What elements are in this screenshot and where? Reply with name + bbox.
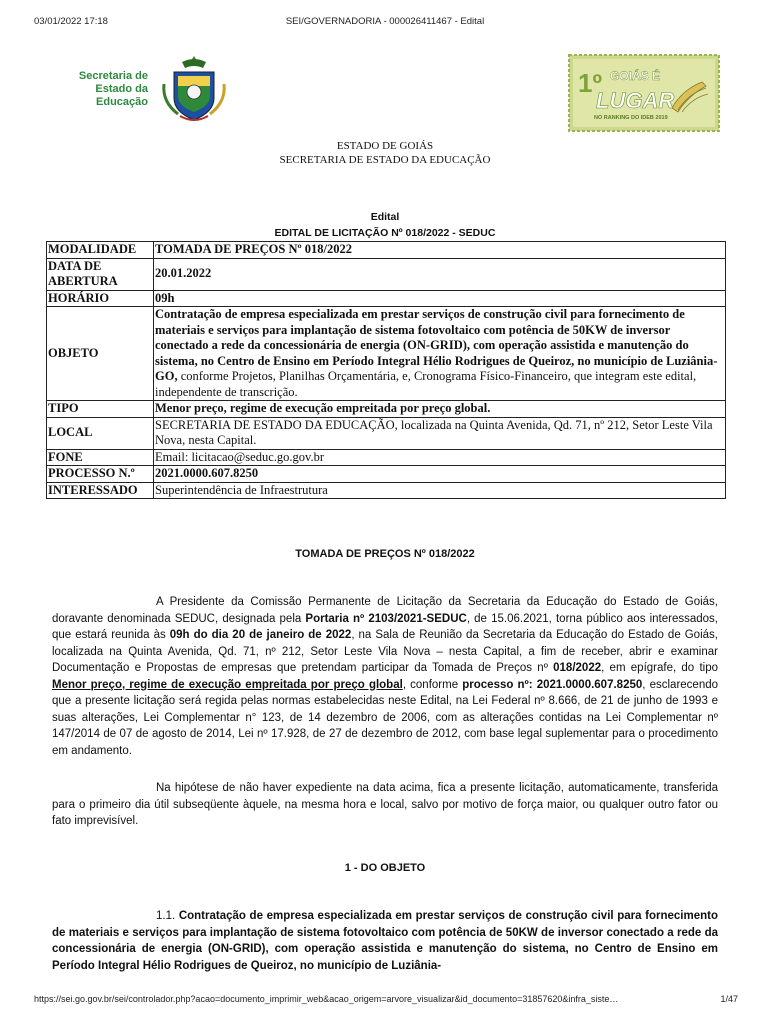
horario-value: 09h — [154, 290, 726, 307]
objeto-label: OBJETO — [47, 307, 154, 401]
objeto-value-rest: conforme Projetos, Planilhas Orçamentária, e, Cronograma Físico-Financeiro, que integram este edital, independente de transcrição. — [155, 369, 697, 399]
data-abertura-label: DATA DE ABERTURA — [47, 258, 154, 290]
page-number: 1/47 — [720, 994, 738, 1004]
badge-graphic — [568, 54, 720, 132]
processo-label: PROCESSO N.º — [47, 466, 154, 483]
modalidade-label: MODALIDADE — [47, 242, 154, 259]
objeto-paragraph: 1.1. Contratação de empresa especializada em prestar serviços de construção civil para fornecimento de materiais e serviços para implantação de sistema fotovoltaico com potência de 50KW de inversor conectado a rede da concessionária de energia (ON-GRID), com operação assistida e manutenção do sistema, no Centro de Ensino em Período Integral Hélio Rodrigues de Queiroz, no município de Luziânia- — [52, 910, 718, 972]
objeto-value-bold: Contratação de empresa especializada em prestar serviços de construção civil para fornecimento de materiais e serviços para implantação de sistema fotovoltaico com potência de 50KW de inversor conectado a rede da concessionária de energia (ON-GRID), com operação assistida e manutenção do sistema, no Centro de Ensino em Período Integral Hélio Rodrigues de Queiroz, no município de Luziânia-GO, — [155, 307, 718, 383]
row-objeto — [47, 307, 726, 401]
fone-value: Email: licitacao@seduc.go.gov.br — [154, 449, 726, 466]
row-fone — [47, 449, 726, 466]
row-data-abertura — [47, 258, 726, 290]
print-doc-title: SEI/GOVERNADORIA - 000026411467 - Edital — [285, 16, 485, 27]
badge-number: 1º — [578, 68, 602, 98]
local-label: LOCAL — [47, 417, 154, 449]
goias-crest-icon — [160, 54, 228, 124]
secretaria-name: SECRETARIA DE ESTADO DA EDUCAÇÃO — [279, 154, 491, 166]
horario-label: HORÁRIO — [47, 290, 154, 307]
badge-line2: LUGAR — [596, 88, 675, 113]
row-tipo — [47, 401, 726, 418]
edital-info-table — [46, 241, 726, 499]
hipotese-paragraph: Na hipótese de não haver expediente na data acima, fica a presente licitação, automaticamente, transferida para o primeiro dia útil subseqüente àquele, na mesma hora e local, salvo por motivo de força maior, ou qualquer outro fator ou fato imprevisível. — [52, 782, 718, 827]
tipo-label: TIPO — [47, 401, 154, 418]
goias-e-lugar-badge — [568, 54, 720, 132]
print-datetime: 03/01/2022 17:18 — [34, 16, 108, 27]
state-name: ESTADO DE GOIÁS — [336, 140, 434, 152]
badge-line1: GOIÁS É — [610, 69, 661, 83]
print-url: https://sei.go.gov.br/sei/controlador.php?acao=documento_imprimir_web&acao_origem=arvore_visualizar&id_documento=31857620&infra_siste… — [34, 994, 619, 1004]
doc-type: Edital — [370, 211, 400, 223]
interessado-value: Superintendência de Infraestrutura — [154, 482, 726, 499]
row-local — [47, 417, 726, 449]
local-value: SECRETARIA DE ESTADO DA EDUCAÇÃO, localizada na Quinta Avenida, Qd. 71, nº 212, Setor Leste Vila Nova, nesta Capital. — [154, 417, 726, 449]
objeto-value — [154, 307, 726, 401]
seduc-logo — [74, 54, 234, 124]
print-header — [0, 16, 770, 30]
row-processo — [47, 466, 726, 483]
fone-label: FONE — [47, 449, 154, 466]
data-abertura-value: 20.01.2022 — [154, 258, 726, 290]
row-modalidade — [47, 242, 726, 259]
section-title-objeto: 1 - DO OBJETO — [344, 862, 426, 874]
row-horario — [47, 290, 726, 307]
interessado-label: INTERESSADO — [47, 482, 154, 499]
badge-sub: NO RANKING DO IDEB 2019 — [594, 115, 668, 121]
modalidade-value: TOMADA DE PREÇOS Nº 018/2022 — [154, 242, 726, 259]
processo-value: 2021.0000.607.8250 — [154, 466, 726, 483]
row-interessado — [47, 482, 726, 499]
logo-text: Secretaria de Estado da Educação — [78, 70, 148, 108]
intro-paragraph: A Presidente da Comissão Permanente de Licitação da Secretaria da Educação do Estado de Goiás, doravante denominada SEDUC, designada pela Portaria nº 2103/2021-SEDUC, de 15.06.2021, torna público aos interessados, que estará reunida às 09h do dia 20 de janeiro de 2022, na Sala de Reunião da Secretaria da Educação do Estado de Goiás, localizada na Quinta Avenida, Qd. 71, nº 212, Setor Leste Vila Nova – nesta Capital, a fim de receber, abrir e examinar Documentação e Propostas de empresas que pretendam participar da Tomada de Preços nº 018/2022, em epígrafe, do tipo Menor preço, regime de execução empreitada por preço global, conforme processo nº: 2021.0000.607.8250, esclarecendo que a presente licitação será regida pelas normas estabelecidas neste Edital, na Lei Federal nº 8.666, de 21 de junho de 1993 e suas alterações, Lei Complementar n° 123, de 14 dezembro de 2006, com as alterações contidas na Lei Complementar nº 147/2014 de 07 de agosto de 2014, Lei nº 17.928, de 27 de dezembro de 2012, com base legal suplementar para o procedimento em andamento. — [52, 596, 719, 757]
edital-title: EDITAL DE LICITAÇÃO Nº 018/2022 - SEDUC — [274, 227, 496, 239]
section-title-tomada: TOMADA DE PREÇOS Nº 018/2022 — [295, 548, 475, 560]
tipo-value: Menor preço, regime de execução empreitada por preço global. — [154, 401, 726, 418]
